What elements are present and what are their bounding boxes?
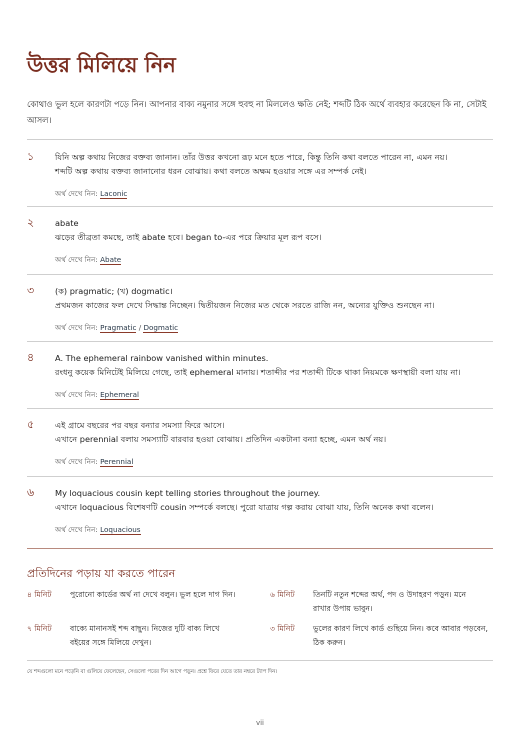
answer-text: এই গ্রামে বছরের পর বছর বন্যার সমস্যা ফিরে আসে। — [55, 420, 225, 430]
see-meaning — [55, 189, 495, 199]
divider — [27, 660, 493, 661]
answer-number[interactable]: ৩ — [27, 284, 35, 297]
meaning-link[interactable]: Loquacious — [100, 525, 141, 534]
tip-duration: ৩ মিনিট — [270, 624, 295, 633]
see-meaning-label: অর্থ দেখে নিন: — [55, 525, 98, 534]
section-title: প্রতিদিনের পড়ায় যা করতে পারেন — [27, 567, 176, 580]
see-meaning-label: অর্থ দেখে নিন: — [55, 390, 98, 399]
answer-explanation: এখানে loquacious বিশেষণটি cousin সম্পর্কে বলছে। পুরো যাত্রায় গল্প করায় বোঝা যায়, তিনি অনেক কথা বলেন। — [55, 502, 434, 512]
meaning-link[interactable]: Perennial — [100, 457, 134, 466]
tip-line: বাক্যে মানানসই শব্দ বাছুন। নিজের দুটি বাক্য লিখে — [70, 624, 220, 633]
answer-text: abate — [55, 218, 79, 228]
page-number: vii — [255, 719, 265, 727]
tip-text — [313, 622, 488, 650]
answer-text: A. The ephemeral rainbow vanished within minutes. — [55, 353, 269, 363]
intro-paragraph: কোথাও ভুল হলে কারণটা পড়ে নিন। আপনার বাক্য নমুনার সঙ্গে হুবহু না মিললেও ক্ষতি নেই; শব্দটি ঠিক অর্থে ব্যবহার করেছেন কি না, সেটাই আসল। — [27, 99, 487, 125]
see-meaning-label: অর্থ দেখে নিন: — [55, 255, 98, 264]
divider — [27, 408, 493, 409]
tip-text — [70, 622, 245, 650]
divider — [27, 341, 493, 342]
divider — [27, 139, 493, 140]
tip-line: ঠিক করুন। — [313, 638, 346, 647]
meaning-link[interactable]: Ephemeral — [100, 390, 139, 399]
answer-explanation: ঝড়ের তীব্রতা কমছে, তাই abate হবে। began to-এর পরে ক্রিয়ার মূল রূপ বসে। — [55, 232, 322, 242]
tip-duration: ৭ মিনিট — [27, 624, 52, 633]
answer-explanation: প্রথমজন কাজের ফল দেখে সিদ্ধান্ত নিচ্ছেন। দ্বিতীয়জন নিজের মত থেকে সরতে রাজি নন, অন্যের যুক্তিও শুনছেন না। — [55, 300, 435, 310]
footnote: যে শব্দগুলো মনে পড়েনি বা গুলিয়ে ফেলেছেন, সেগুলো পরের দিন আগে পড়ুন। প্রশ্নে ফিরে যেতে তার নম্বরে ট্যাপ দিন। — [27, 669, 278, 675]
answer-explanation: এখানে perennial বলায় সমস্যাটি বারবার হওয়া বোঝায়। প্রতিদিন একটানা বন্যা হচ্ছে, এমন অর্থ নয়। — [55, 434, 387, 444]
page-title: উত্তর মিলিয়ে নিন — [27, 52, 176, 77]
meaning-link[interactable]: Dogmatic — [143, 323, 179, 332]
meaning-link[interactable]: Laconic — [100, 189, 128, 198]
see-meaning-label: অর্থ দেখে নিন: — [55, 189, 98, 198]
answer-text: (ক) pragmatic; (খ) dogmatic। — [55, 286, 173, 296]
meaning-link[interactable]: Abate — [100, 255, 122, 264]
section-divider — [27, 548, 493, 549]
answer-text: যিনি অল্প কথায় নিজের বক্তব্য জানান। তাঁর উত্তর কখনো রূঢ় মনে হতে পারে, কিন্তু তিনি কথা বলতে পারেন না, এমন নয়। — [55, 152, 448, 162]
link-separator: / — [138, 323, 142, 332]
meaning-link[interactable]: Pragmatic — [100, 323, 137, 332]
answer-number[interactable]: ৬ — [27, 486, 35, 499]
see-meaning — [55, 457, 495, 467]
answer-number[interactable]: ৪ — [27, 351, 35, 364]
answer-text: My loquacious cousin kept telling stories throughout the journey. — [55, 488, 321, 498]
see-meaning-label: অর্থ দেখে নিন: — [55, 323, 98, 332]
see-meaning — [55, 390, 495, 400]
answer-explanation: রংধনু কয়েক মিনিটেই মিলিয়ে গেছে, তাই ephemeral মানায়। শতাব্দীর পর শতাব্দী টিকে থাকা নিয়মকে ক্ষণস্থায়ী বলা যায় না। — [55, 367, 461, 377]
answer-number[interactable]: ২ — [27, 216, 35, 229]
divider — [27, 206, 493, 207]
see-meaning-label: অর্থ দেখে নিন: — [55, 457, 98, 466]
tip-line: রাখার উপায় ভাবুন। — [313, 604, 373, 613]
see-meaning — [55, 323, 495, 333]
tip-text — [313, 588, 488, 616]
tip-line: তিনটি নতুন শব্দের অর্থ, পদ ও উদাহরণ পড়ুন। মনে — [313, 590, 466, 599]
answer-number[interactable]: ১ — [27, 150, 35, 163]
tip-duration: ৪ মিনিট — [27, 590, 52, 599]
answer-explanation: শব্দটি অল্প কথায় বক্তব্য জানানোর ধরন বোঝায়। কথা বলতে অক্ষম হওয়ার সঙ্গে এর সম্পর্ক নেই। — [55, 166, 367, 176]
answer-number[interactable]: ৫ — [27, 418, 35, 431]
tip-duration: ৬ মিনিট — [270, 590, 295, 599]
divider — [27, 476, 493, 477]
tip-line: পুরোনো কার্ডের অর্থ না দেখে বলুন। ভুল হলে দাগ দিন। — [70, 590, 236, 599]
see-meaning — [55, 255, 495, 265]
tip-line: ভুলের কারণ লিখে কার্ড গুছিয়ে নিন। কবে আবার পড়বেন, — [313, 624, 488, 633]
tip-line: বইয়ের সঙ্গে মিলিয়ে দেখুন। — [70, 638, 152, 647]
divider — [27, 274, 493, 275]
see-meaning — [55, 525, 495, 535]
tip-text — [70, 588, 245, 602]
